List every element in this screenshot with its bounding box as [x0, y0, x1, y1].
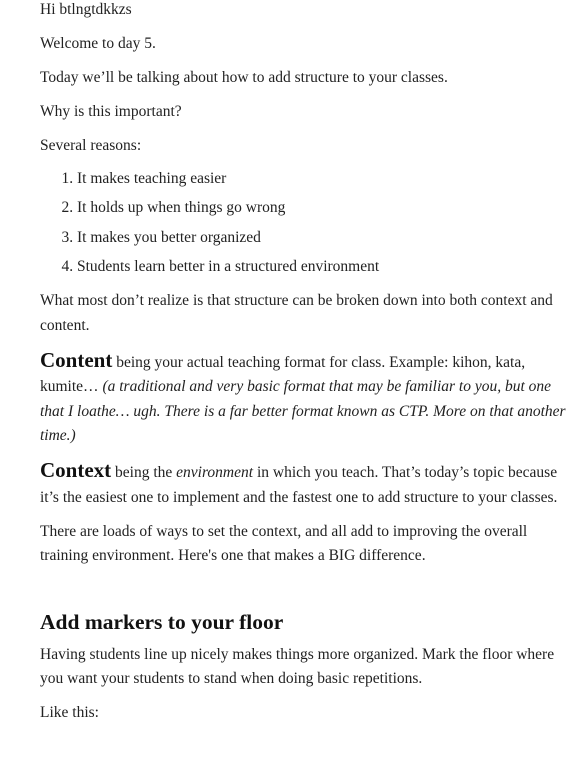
context-definition [40, 458, 570, 510]
content-term: Content [40, 347, 113, 372]
list-item: 2. It holds up when things go wrong [77, 196, 570, 221]
ways-paragraph: There are loads of ways to set the context, and all add to improving the overall training environment. Here's one that makes a BIG difference. [40, 522, 528, 564]
context-emphasis: environment [176, 464, 254, 481]
reasons-list [40, 167, 570, 280]
context-term: Context [40, 458, 112, 482]
content-text: being your actual teaching format for class. Example: kihon, kata, kumite… [40, 353, 526, 395]
section-heading: Add markers to your floor [40, 609, 284, 634]
realize-paragraph: What most don’t realize is that structure can be broken down into both context and content. [40, 292, 553, 334]
content-aside: (a traditional and very basic format that may be familiar to you, but one that I loathe… ugh. There is a far better format known as CTP. More on that another time.) [40, 378, 566, 444]
reasons-intro: Several reasons: [40, 137, 142, 154]
like-this-line: Like this: [40, 704, 99, 721]
list-item: 4. Students learn better in a structured environment [77, 255, 570, 280]
context-text-before: being the [111, 464, 177, 481]
intro-line: Today we’ll be talking about how to add structure to your classes. [40, 69, 448, 86]
context-text-after: in which you teach. That’s today’s topic because it’s the easiest one to implement and the fastest one to add structure to your classes. [40, 464, 558, 506]
list-item: 1. It makes teaching easier [77, 167, 570, 192]
email-body [40, 0, 570, 726]
greeting: Hi btlngtdkkzs [40, 1, 132, 18]
list-item: 3. It makes you better organized [77, 226, 570, 251]
markers-paragraph: Having students line up nicely makes things more organized. Mark the floor where you want your students to stand when doing basic repetitions. [40, 645, 555, 687]
welcome-line: Welcome to day 5. [40, 35, 156, 52]
content-definition [40, 348, 570, 449]
question-line: Why is this important? [40, 103, 182, 120]
